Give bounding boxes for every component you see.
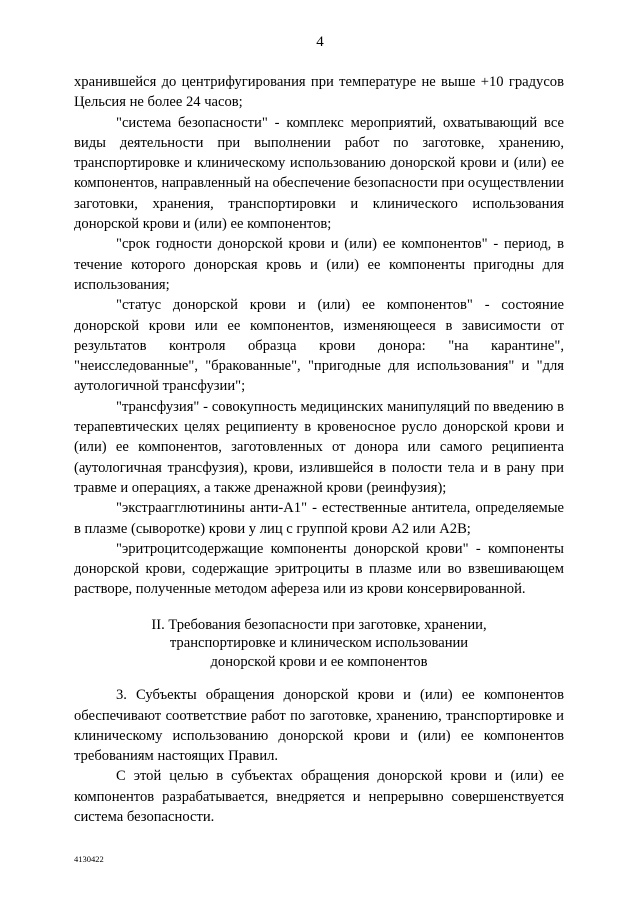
page-number: 4 [316, 34, 324, 50]
clause-3-continuation: С этой целью в субъектах обращения донорской крови и (или) ее компонентов разрабатывается, внедряется и непрерывно совершенствуется система безопасности. [74, 768, 564, 825]
clause-3: 3. Субъекты обращения донорской крови и (или) ее компонентов обеспечивают соответствие работ по заготовке, хранению, транспортировке и клиническому использованию донорской крови и (или) ее компонентов требованиям настоящих Правил. [74, 687, 564, 765]
document-code: 4130422 [74, 854, 104, 864]
section-title-line: II. Требования безопасности при заготовке, хранении, [151, 616, 487, 633]
definition-erythrocyte-components: "эритроцитсодержащие компоненты донорской крови" - компоненты донорской крови, содержащие эритроциты в плазме или во взвешивающем растворе, полученные методом афереза или из крови консервированной. [74, 540, 564, 598]
definition-extraagglutinins: "экстраагглютинины анти-А1" - естественные антитела, определяемые в плазме (сыворотке) крови у лиц с группой крови А2 или А2В; [74, 500, 564, 537]
definition-safety-system: "система безопасности" - комплекс мероприятий, охватывающий все виды деятельности при выполнении работ по заготовке, хранению, транспортировке и клиническому использованию донорской крови и (или) ее компонентов, направленный на обеспечение безопасности при осуществлении заготовки, хранения, транспортировки и клинического использования донорской крови и (или) ее компонентов; [74, 114, 564, 233]
section-title-line: донорской крови и ее компонентов [210, 653, 428, 670]
section-title [74, 616, 564, 672]
definition-shelf-life: "срок годности донорской крови и (или) ее компонентов" - период, в течение которого донорская кровь и (или) ее компоненты пригодны для использования; [74, 236, 564, 293]
definition-status: "статус донорской крови и (или) ее компонентов" - состояние донорской крови или ее компонентов, изменяющееся в зависимости от результатов контроля образца крови донора: "на карантине", "неисследованные", "бракованные", "пригодные для использования" и "для аутологичной трансфузии"; [74, 297, 564, 395]
definition-transfusion: "трансфузия" - совокупность медицинских манипуляций по введению в терапевтических целях реципиенту в кровеносное русло донорской крови и (или) ее компонентов, заготовленных от донора или самого реципиента (аутологичная трансфузия), крови, излившейся в полости тела и в рану при травме и операциях, а также дренажной крови (реинфузия); [74, 398, 564, 496]
section-title-line: транспортировке и клиническом использовании [169, 635, 469, 652]
paragraph-continuation: хранившейся до центрифугирования при температуре не выше +10 градусов Цельсия не более 24 часов; [74, 74, 564, 111]
document-body [74, 72, 564, 827]
